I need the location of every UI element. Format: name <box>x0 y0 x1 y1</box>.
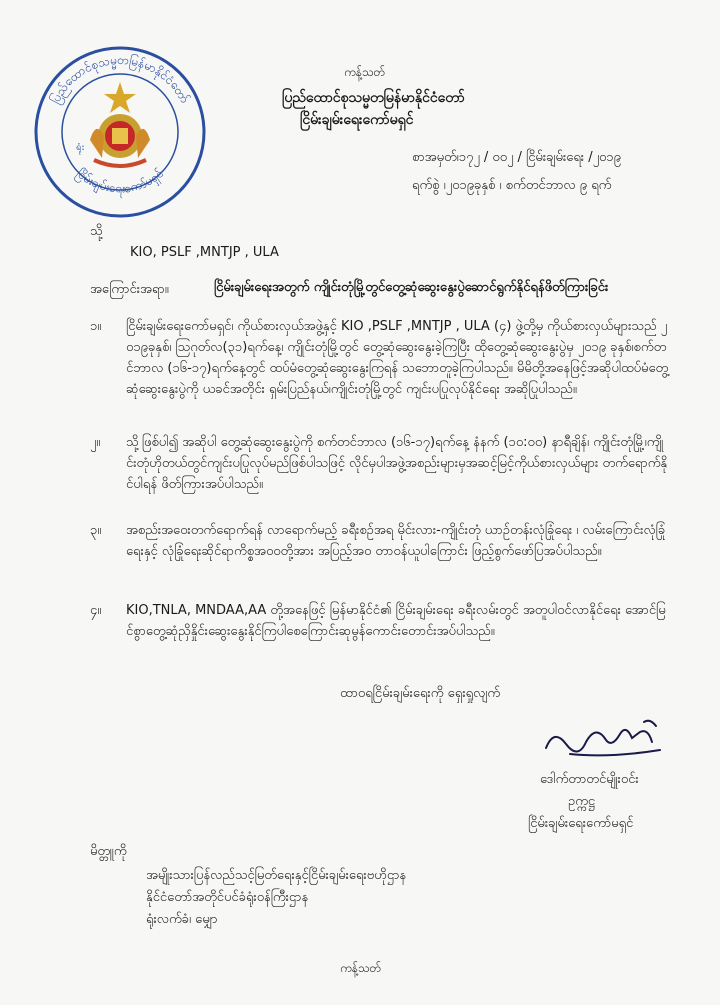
paragraph-text: အစည်းအဝေးတက်ရောက်ရန် လာရောက်မည့် ခရီးစဉ်အရ မိုင်းလား-ကျိုင်းတုံ ယာဉ်တန်းလုံခြုံရေး ၊ လမ်းကြောင်းလုံခြုံရေးနှင့် လုံခြုံရေးဆိုင်ရာကိစ္စအဝဝတို့အား အပြည့်အဝ တာဝန်ယူပါကြောင်း ဖြည့်စွက်ဖော်ပြအပ်ပါသည်။ <box>126 523 666 559</box>
subject-label: အကြောင်းအရာ။ <box>90 282 169 297</box>
signatory-name: ဒေါက်တာတင်မျိုးဝင်း <box>540 772 639 787</box>
state-emblem-icon <box>90 82 150 166</box>
recipient-label: သို့ <box>90 224 103 239</box>
signatory-title: ငြိမ်းချမ်းရေးကော်မရှင် <box>528 816 634 831</box>
closing-line: ထာဝရငြိမ်းချမ်းရေးကို ရှေးရှုလျက် <box>340 686 501 701</box>
paragraph-number: ၁။ <box>90 319 102 334</box>
cc-item: ရုံးလက်ခံ၊ မျှော <box>146 912 218 927</box>
paragraph-text: သို့ဖြစ်ပါ၍ အဆိုပါ တွေ့ဆုံဆွေးနွေးပွဲကို စက်တင်ဘာလ (၁၆-၁၇)ရက်နေ့ နံနက် (၁၀:၀၀) နာရီချိန်၊ ကျိုင်းတုံမြို့၊ကျိုင်းတုံဟိုတယ်တွင်ကျင်းပပြုလုပ်မည်ဖြစ်ပါသဖြင့် လိုင်မှပါအဖွဲ့အစည်းများမှအဆင့်မြင့်ကိုယ်စားလှယ်များ တက်ရောက်နိုင်ပါရန် ဖိတ်ကြားအပ်ပါသည်။ <box>126 435 668 492</box>
cc-label: မိတ္တူကို <box>90 844 127 859</box>
seal-text-top: ပြည်ထောင်စုသမ္မတမြန်မာနိုင်ငံတော် <box>47 52 193 106</box>
cc-item: အမျိုးသားပြန်လည်သင့်မြတ်ရေးနှင့်ငြိမ်းချမ်းရေးဗဟိုဌာန <box>146 868 407 883</box>
cc-item: နိုင်ငံတော်အတိုင်ပင်ခံရုံးဝန်ကြီးဌာန <box>146 890 309 905</box>
recipient-value: KIO, PSLF ,MNTJP , ULA <box>130 245 279 260</box>
paragraph-1 <box>90 316 670 400</box>
classification-header: ကန့်သတ် <box>344 65 386 79</box>
official-seal-icon <box>30 40 210 220</box>
paragraph-number: ၄။ <box>90 603 102 618</box>
signature-icon <box>540 714 670 762</box>
paragraph-number: ၂။ <box>90 435 101 450</box>
org-name-line2: ငြိမ်းချမ်းရေးကော်မရှင် <box>300 112 414 128</box>
seal-center-label: ရုံး <box>76 142 85 153</box>
paragraph-number: ၃။ <box>90 523 102 538</box>
paragraph-3 <box>90 520 670 562</box>
classification-footer: ကန့်သတ် <box>340 961 382 975</box>
paragraph-2 <box>90 432 670 495</box>
letter-date: ရက်စွဲ ၊၂၀၁၉ခုနှစ် ၊ စက်တင်ဘာလ ၉ ရက် <box>412 178 612 193</box>
signatory-rank: ဥက္ကဋ္ဌ <box>568 794 595 809</box>
paragraph-text: ငြိမ်းချမ်းရေးကော်မရှင်၊ ကိုယ်စားလှယ်အဖွဲ့နှင့် KIO ,PSLF ,MNTJP , ULA (၄) ဖွဲ့တို့မှ ကိုယ်စားလှယ်များသည် ၂၀၁၉ခုနှစ်၊ ဩဂုတ်လ(၃၁)ရက်နေ့၊ ကျိုင်းတုံမြို့တွင် တွေ့ဆုံဆွေးနွေးခဲ့ကြပြီး ထိုတွေ့ဆုံဆွေးနွေးပွဲမှ ၂၀၁၉ ခုနှစ်၊စက်တင်ဘာလ (၁၆-၁၇)ရက်နေ့တွင် ထပ်မံတွေ့ဆုံဆွေးနွေးကြရန် သဘောတူခဲ့ကြပါသည်။ မိမိတို့အနေဖြင့်အဆိုပါထပ်မံတွေ့ဆုံဆွေးနွေးပွဲကို ယခင်အတိုင်း ရှမ်းပြည်နယ်၊ကျိုင်းတုံမြို့တွင် ကျင်းပပြုလုပ်နိုင်ရေး အဆိုပြုပါသည်။ <box>126 319 669 397</box>
paragraph-text: KIO,TNLA, MNDAA,AA တို့အနေဖြင့် မြန်မာနိုင်ငံ၏ ငြိမ်းချမ်းရေး ခရီးလမ်းတွင် အတူပါဝင်လာနိုင်ရေး အောင်မြင်စွာတွေ့ဆုံညှိနှိုင်းဆွေးနွေးနိုင်ကြပါစေကြောင်းဆုမွန်ကောင်းတောင်းအပ်ပါသည်။ <box>126 603 666 639</box>
subject-text: ငြိမ်းချမ်းရေးအတွက် ကျိုင်းတုံမြို့တွင်တွေ့ဆုံဆွေးနွေးပွဲဆောင်ရွက်နိုင်ရန်ဖိတ်ကြားခြင်း <box>214 280 609 295</box>
paragraph-4 <box>90 600 670 642</box>
reference-number: စာအမှတ်၊၁၇၂ / ၀၀၂ / ငြိမ်းချမ်းရေး /၂၀၁၉ <box>412 150 621 165</box>
seal-text-bottom: ငြိမ်းချမ်းရေးကော်မရှင် <box>73 166 167 196</box>
org-name-line1: ပြည်ထောင်စုသမ္မတမြန်မာနိုင်ငံတော် <box>282 90 465 106</box>
